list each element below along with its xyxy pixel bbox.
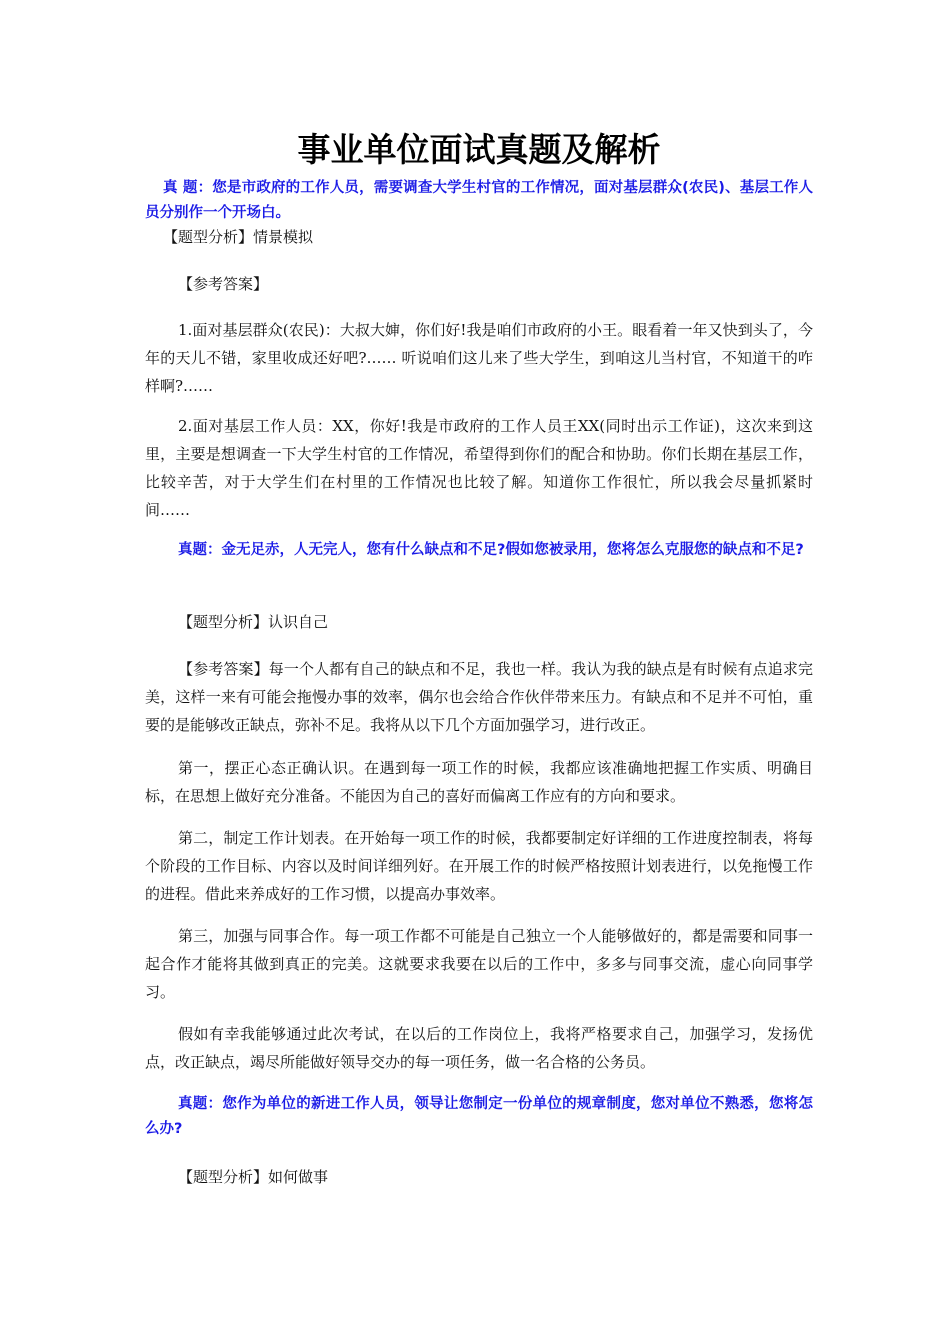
question-2-conclusion: 假如有幸我能够通过此次考试，在以后的工作岗位上，我将严格要求自己，加强学习，发扬优点，改正缺点，竭尽所能做好领导交办的每一项任务，做一名合格的公务员。	[145, 1025, 813, 1071]
question-1-analysis: 【题型分析】情景模拟	[163, 228, 314, 246]
question-3-analysis: 【题型分析】如何做事	[178, 1168, 329, 1186]
question-2-point-2: 第二，制定工作计划表。在开始每一项工作的时候，我都要制定好详细的工作进度控制表，将每个阶段的工作目标、内容以及时间详细列好。在开展工作的时候严格按照计划表进行，以免拖慢工作的进程。借此来养成好的工作习惯，以提高办事效率。	[145, 829, 813, 903]
question-1: 真 题：您是市政府的工作人员，需要调查大学生村官的工作情况，面对基层群众(农民)、基层工作人员分别作一个开场白。	[145, 180, 813, 221]
question-1-answer-1: 1.面对基层群众(农民)：大叔大婶，你们好!我是咱们市政府的小王。眼看着一年又快到头了，今年的天儿不错，家里收成还好吧?…… 听说咱们这儿来了些大学生，到咱这儿当村官，不知道干的咋样啊?……	[145, 321, 813, 395]
question-2-answer: 【参考答案】每一个人都有自己的缺点和不足，我也一样。我认为我的缺点是有时候有点追求完美，这样一来有可能会拖慢办事的效率，偶尔也会给合作伙伴带来压力。有缺点和不足并不可怕，重要的是能够改正缺点，弥补不足。我将从以下几个方面加强学习，进行改正。	[145, 660, 813, 734]
question-1-answer-2: 2.面对基层工作人员：XX，你好!我是市政府的工作人员王XX(同时出示工作证)，这次来到这里，主要是想调查一下大学生村官的工作情况，希望得到你们的配合和协助。你们长期在基层工作，比较辛苦，对于大学生们在村里的工作情况也比较了解。知道你工作很忙，所以我会尽量抓紧时间……	[145, 417, 813, 519]
document-title: 事业单位面试真题及解析	[297, 130, 661, 169]
question-3: 真题：您作为单位的新进工作人员，领导让您制定一份单位的规章制度，您对单位不熟悉，您将怎么办?	[145, 1096, 813, 1137]
question-2-point-1: 第一，摆正心态正确认识。在遇到每一项工作的时候，我都应该准确地把握工作实质、明确目标，在思想上做好充分准备。不能因为自己的喜好而偏离工作应有的方向和要求。	[145, 759, 813, 805]
question-2: 真题：金无足赤，人无完人，您有什么缺点和不足?假如您被录用，您将怎么克服您的缺点和不足?	[178, 542, 804, 558]
question-1-answer-label: 【参考答案】	[178, 275, 269, 293]
question-2-analysis: 【题型分析】认识自己	[178, 613, 329, 631]
question-2-point-3: 第三，加强与同事合作。每一项工作都不可能是自己独立一个人能够做好的，都是需要和同事一起合作才能将其做到真正的完美。这就要求我要在以后的工作中，多多与同事交流，虚心向同事学习。	[145, 927, 813, 1001]
